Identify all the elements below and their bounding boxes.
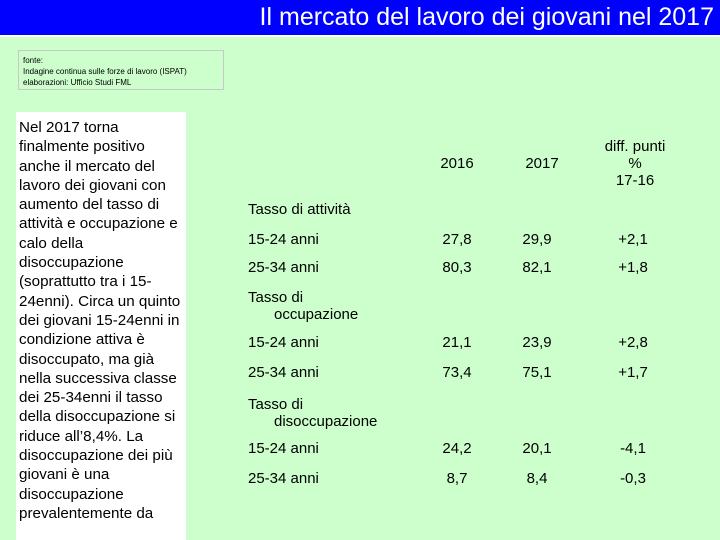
commentary-text: Nel 2017 torna finalmente positivo anche il mercato del lavoro dei giovani con aumento del tasso di attività e occupazione e calo della disoccupazione (soprattutto tra i 15-24enni). Circa un quinto dei giovani 15-24enni in condizione attiva è disoccupato, ma già nella successiva classe dei 25-34enni il tasso della disoccupazione si riduce all’8,4%. La disoccupazione dei più giovani è una disoccupazione prevalentemente da bbox=[19, 119, 181, 522]
source-box bbox=[18, 50, 224, 90]
section-label-line2: occupazione bbox=[274, 306, 359, 323]
row-age: 15-24 anni bbox=[248, 334, 319, 351]
row-value-2017: 8,4 bbox=[526, 470, 548, 487]
section-label-line2: disoccupazione bbox=[274, 413, 378, 430]
header-diff-line1: diff. punti bbox=[604, 138, 666, 155]
title-bar bbox=[0, 0, 720, 37]
row-value-2016: 8,7 bbox=[446, 470, 468, 487]
row-diff: +2,8 bbox=[618, 334, 648, 351]
header-2017: 2017 bbox=[525, 155, 559, 172]
row-value-2016: 80,3 bbox=[442, 259, 472, 276]
row-value-2017: 23,9 bbox=[522, 334, 552, 351]
row-diff: +2,1 bbox=[618, 231, 648, 248]
section-label-unemployment bbox=[248, 396, 448, 430]
source-survey: Indagine continua sulle forze di lavoro (ISPAT) bbox=[23, 67, 187, 76]
source-label: fonte: bbox=[23, 56, 44, 65]
row-diff: -0,3 bbox=[620, 470, 646, 487]
section-label-employment bbox=[248, 289, 448, 323]
section-label-activity bbox=[248, 201, 448, 218]
header-2016: 2016 bbox=[440, 155, 474, 172]
row-value-2016: 21,1 bbox=[442, 334, 472, 351]
row-age: 25-34 anni bbox=[248, 364, 319, 381]
row-age: 25-34 anni bbox=[248, 259, 319, 276]
row-value-2017: 82,1 bbox=[522, 259, 552, 276]
row-age: 25-34 anni bbox=[248, 470, 319, 487]
row-value-2017: 29,9 bbox=[522, 231, 552, 248]
section-label-line1: Tasso di bbox=[248, 289, 304, 306]
row-value-2017: 75,1 bbox=[522, 364, 552, 381]
commentary-box bbox=[16, 112, 186, 540]
row-diff: +1,7 bbox=[618, 364, 648, 381]
row-value-2016: 73,4 bbox=[442, 364, 472, 381]
row-diff: -4,1 bbox=[620, 440, 646, 457]
header-diff-line3: 17-16 bbox=[615, 172, 655, 189]
source-processing: elaborazioni: Ufficio Studi FML bbox=[23, 78, 132, 87]
row-value-2017: 20,1 bbox=[522, 440, 552, 457]
section-label-line1: Tasso di bbox=[248, 396, 304, 413]
row-value-2016: 24,2 bbox=[442, 440, 472, 457]
row-diff: +1,8 bbox=[618, 259, 648, 276]
header-diff-line2: % bbox=[628, 155, 642, 172]
row-age: 15-24 anni bbox=[248, 440, 319, 457]
section-label-line1: Tasso di attività bbox=[248, 201, 351, 218]
row-age: 15-24 anni bbox=[248, 231, 319, 248]
page-title: Il mercato del lavoro dei giovani nel 2017 bbox=[259, 3, 714, 31]
row-value-2016: 27,8 bbox=[442, 231, 472, 248]
